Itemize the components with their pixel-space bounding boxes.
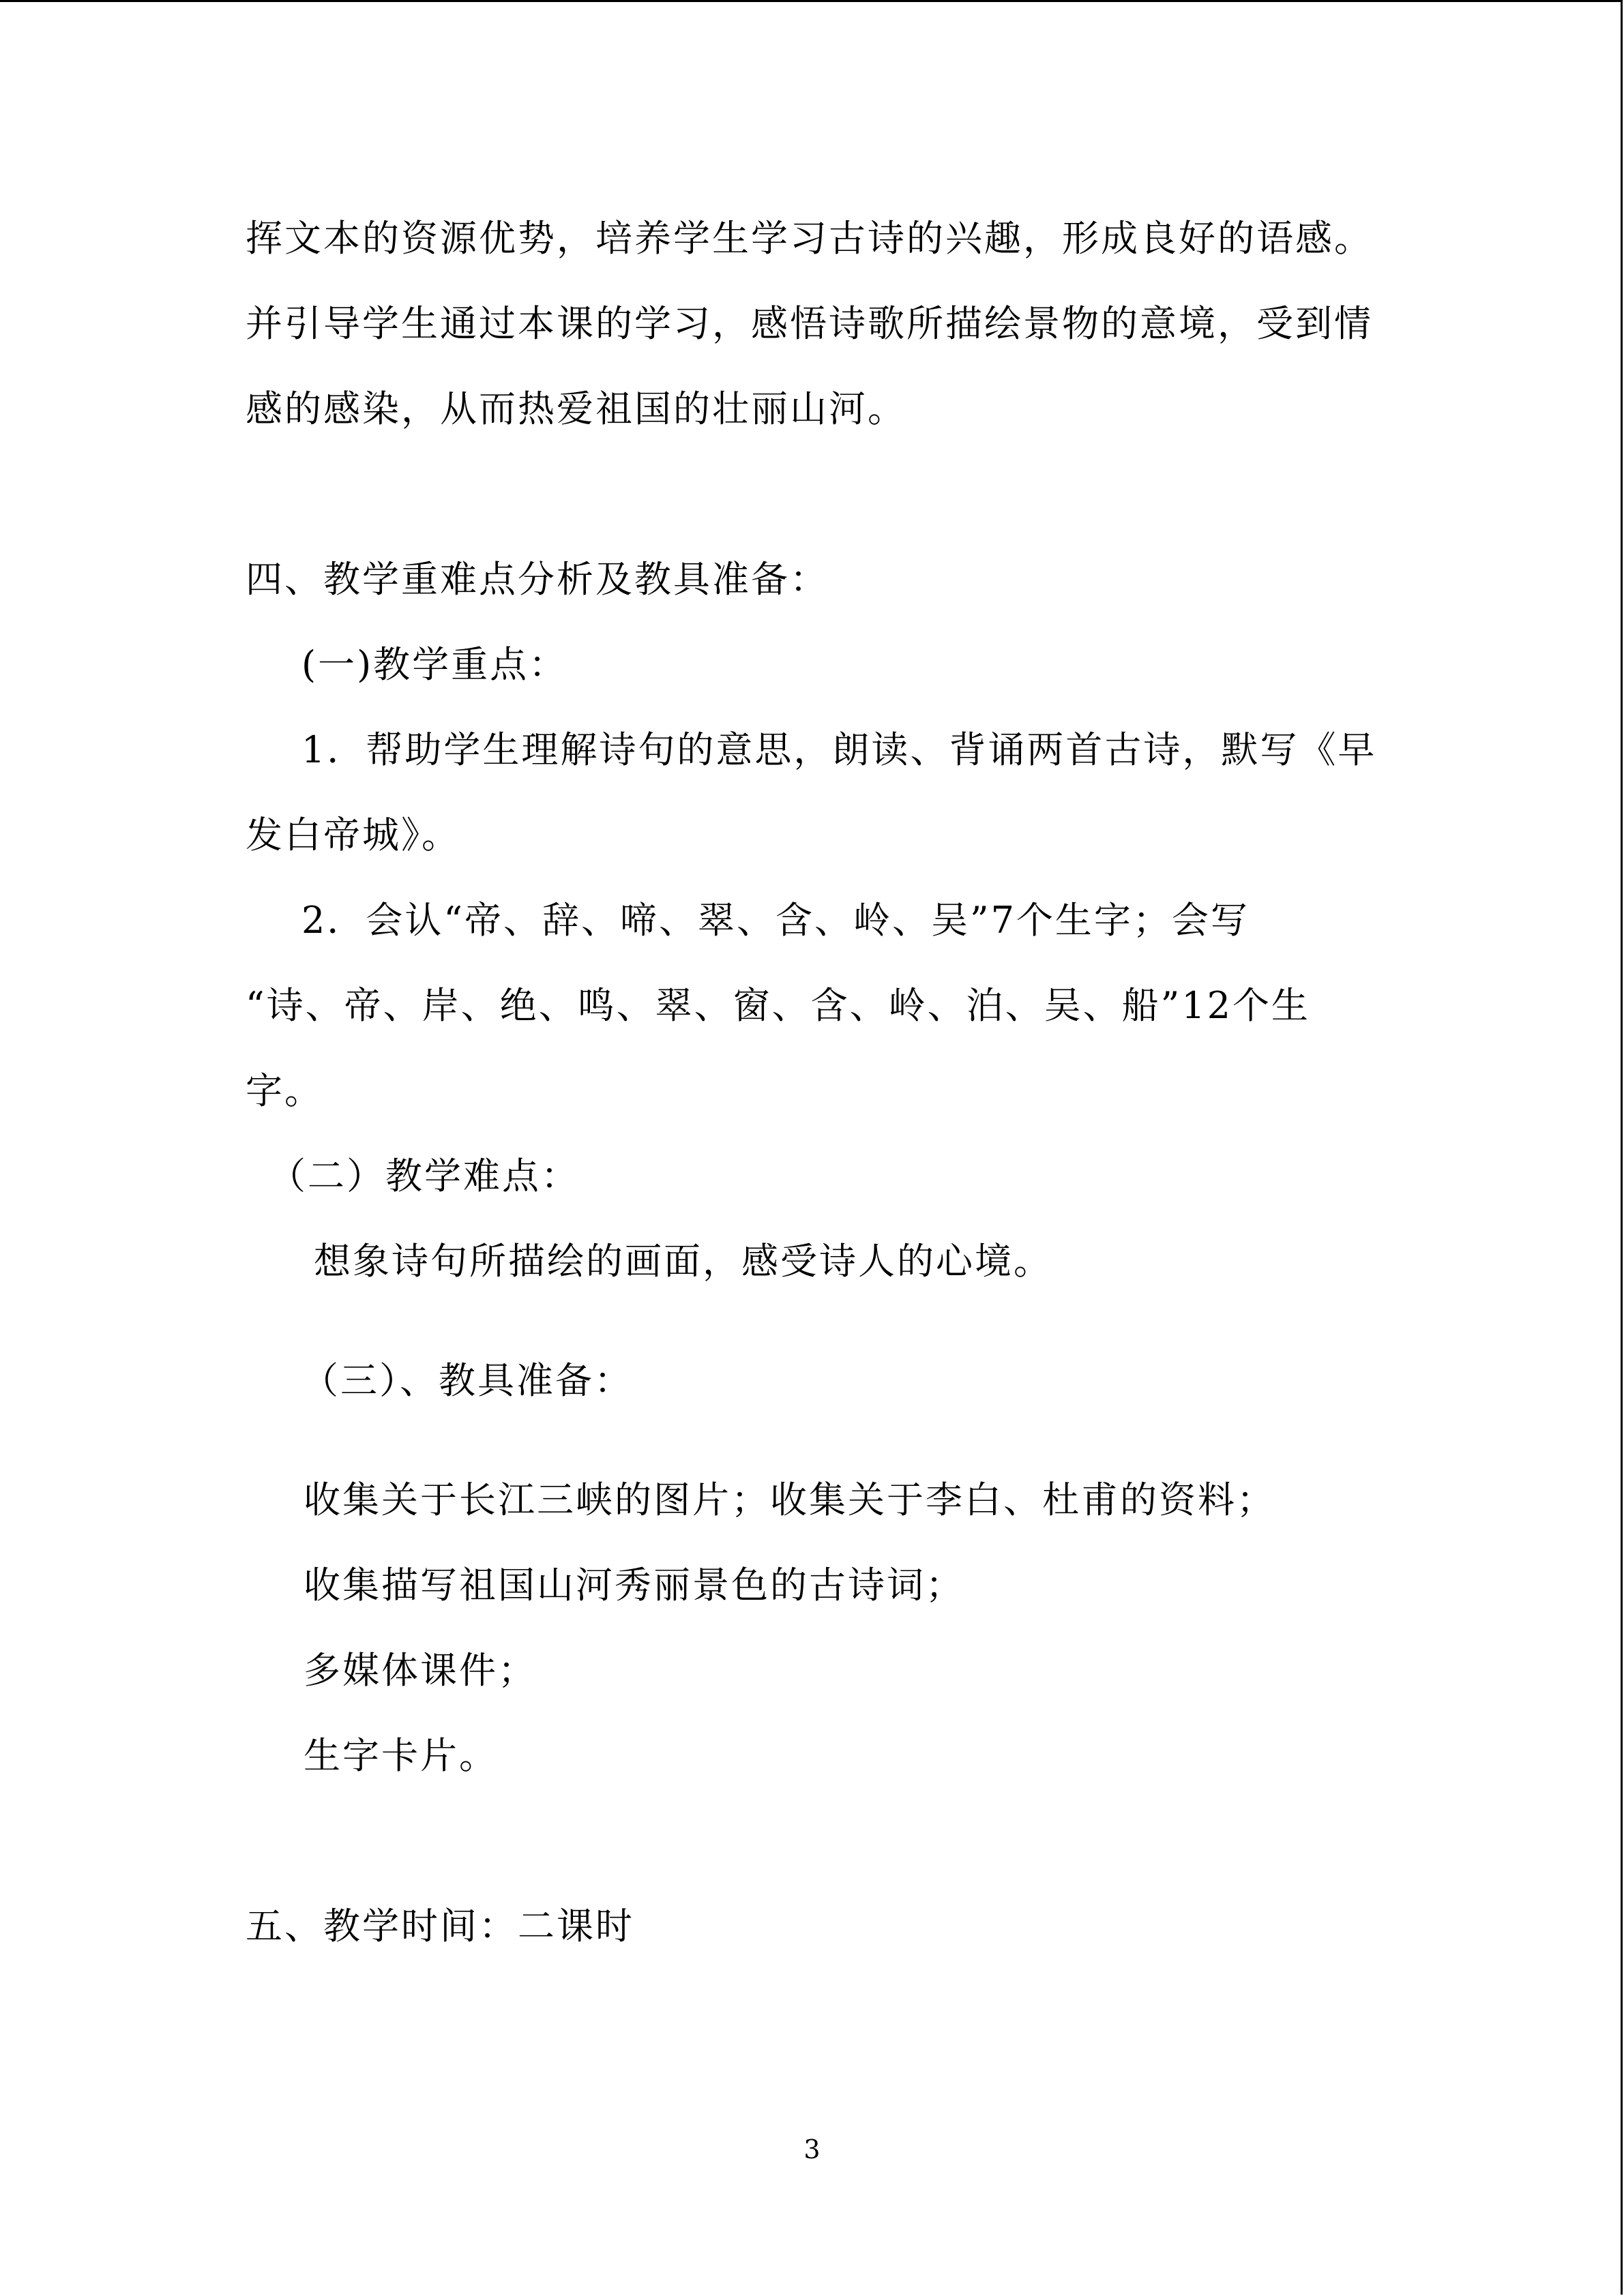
- paragraph-line-3: 感的感染，从而热爱祖国的壮丽山河。: [246, 387, 906, 430]
- subsection-heading-materials: （三）、教具准备：: [301, 1359, 633, 1402]
- material-item-3: 多媒体课件；: [304, 1649, 537, 1692]
- list-item-2-line-1: 2．会认“帝、辞、啼、翠、含、岭、吴”7个生字；会写: [301, 899, 1250, 942]
- paragraph-line-1: 挥文本的资源优势，培养学生学习古诗的兴趣，形成良好的语感。: [246, 217, 1373, 260]
- material-item-1: 收集关于长江三峡的图片；收集关于李白、杜甫的资料；: [304, 1478, 1275, 1521]
- list-item-1-line-2: 发白帝城》。: [246, 814, 460, 856]
- subsection-heading-key-points: (一)教学重点：: [301, 643, 568, 686]
- paragraph-line-2: 并引导学生通过本课的学习，感悟诗歌所描绘景物的意境，受到情: [246, 302, 1373, 345]
- material-item-2: 收集描写祖国山河秀丽景色的古诗词；: [304, 1564, 964, 1607]
- list-item-2-line-3: 字。: [246, 1069, 323, 1112]
- list-item-2-line-2: “诗、帝、岸、绝、鸣、翠、窗、含、岭、泊、吴、船”12个生: [246, 984, 1310, 1027]
- difficulty-text: 想象诗句所描绘的画面，感受诗人的心境。: [314, 1240, 1052, 1283]
- page-number: 3: [803, 2134, 821, 2164]
- section-heading-5: 五、教学时间：二课时: [246, 1905, 634, 1948]
- subsection-heading-difficulties: （二）教学难点：: [269, 1154, 580, 1197]
- list-item-1-line-1: 1．帮助学生理解诗句的意思，朗读、背诵两首古诗，默写《早: [301, 728, 1377, 771]
- section-heading-4: 四、教学重难点分析及教具准备：: [246, 558, 829, 601]
- material-item-4: 生字卡片。: [304, 1734, 498, 1777]
